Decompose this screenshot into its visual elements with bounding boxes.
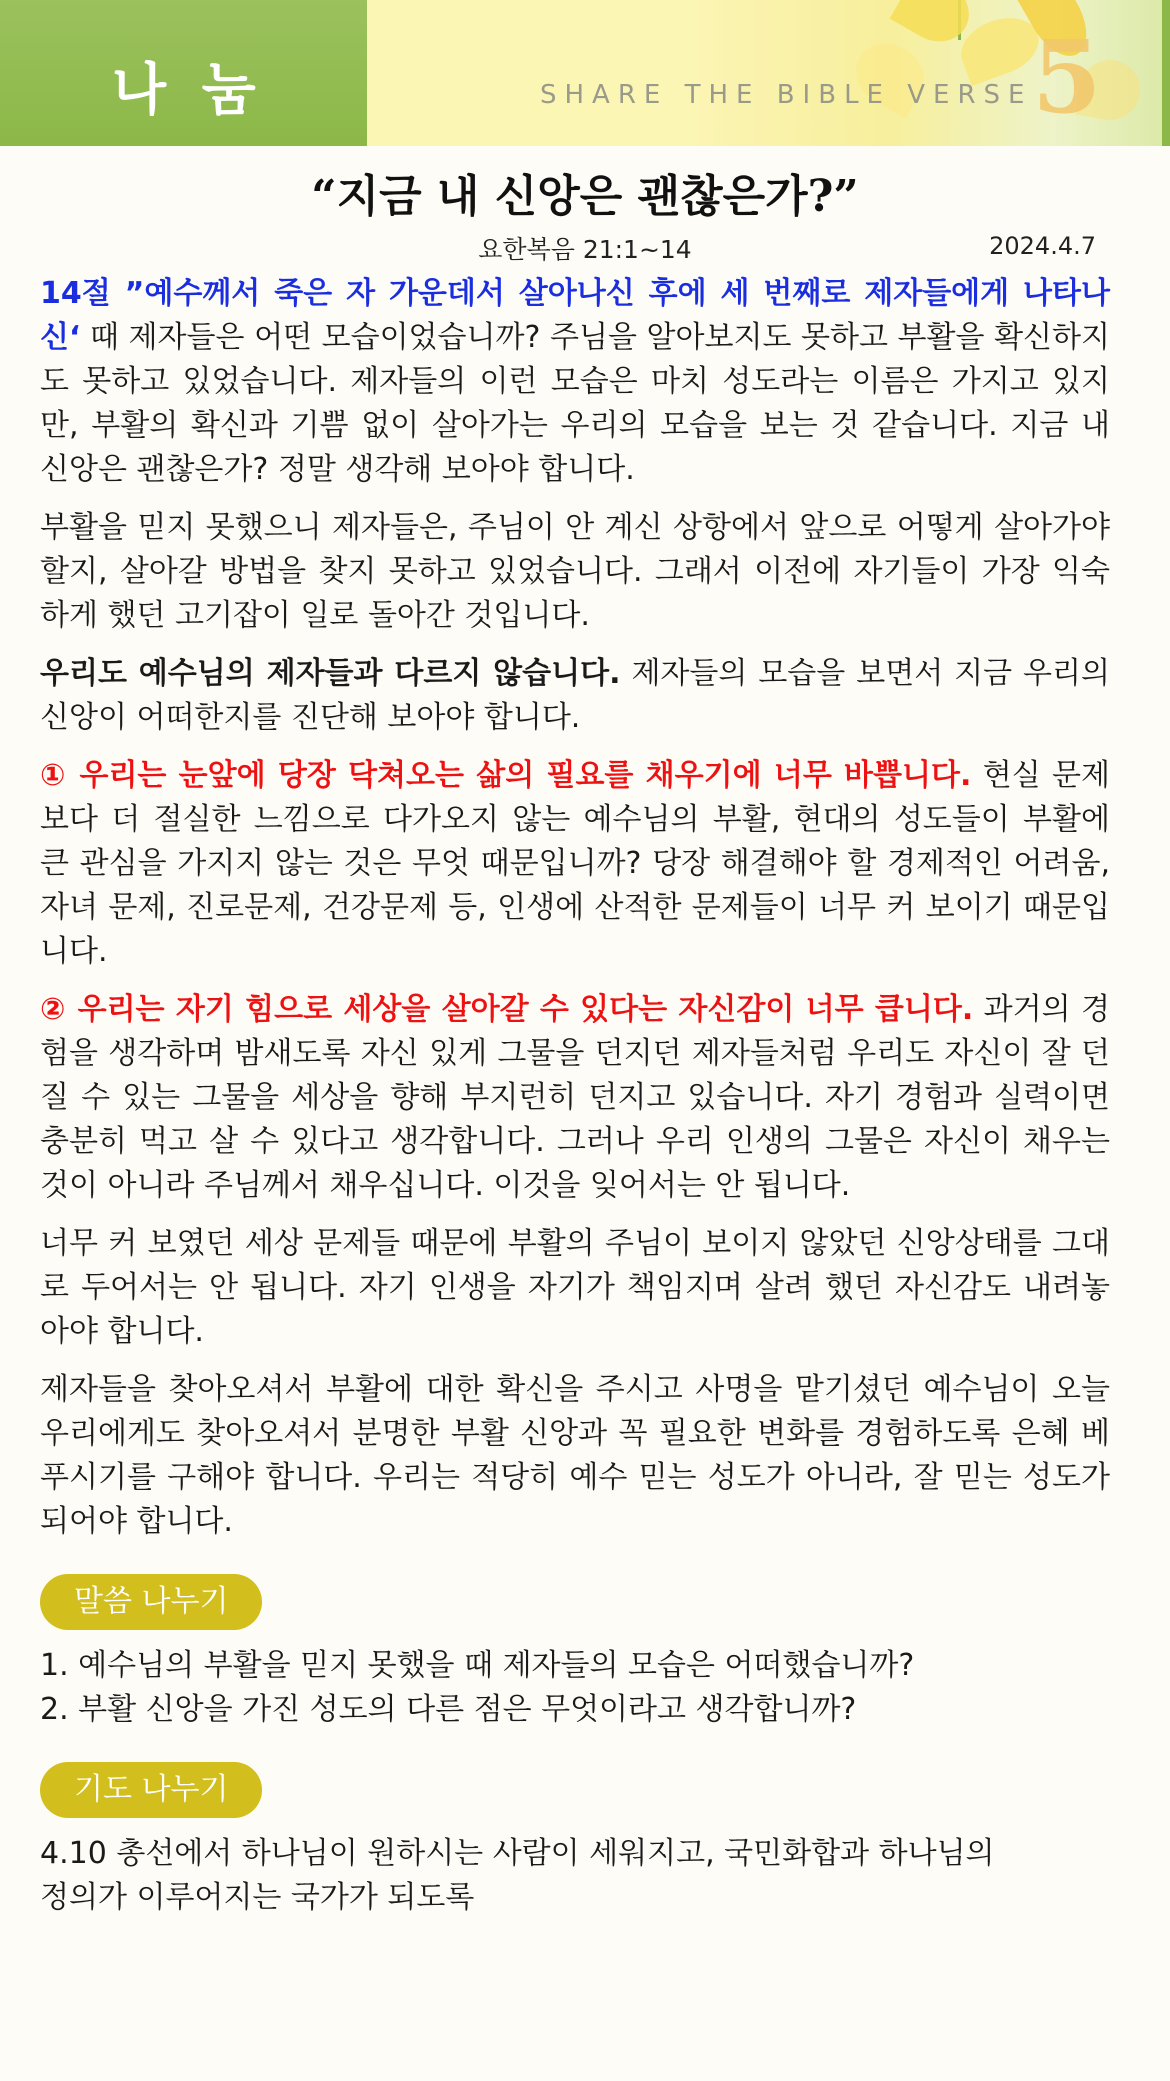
prayer-line: 4.10 총선에서 하나님이 원하시는 사람이 세워지고, 국민화합과 하나님의: [40, 1836, 995, 1871]
paragraph-4: [40, 754, 1110, 974]
banner-subtitle: SHARE THE BIBLE VERSE: [540, 80, 1033, 110]
paragraph-text: 때 제자들은 어떤 모습이었습니까? 주님을 알아보지도 못하고 부활을 확신하지도 못하고 있었습니다. 제자들의 이런 모습은 마치 성도라는 이름은 가지고 있지만, 부활의 확신과 기쁨 없이 살아가는 우리의 모습을 보는 것 같습니다. 지금 내 신앙은 괜찮은가? 정말 생각해 보아야 합니다.: [40, 320, 1110, 487]
paragraph-text: 과거의 경험을 생각하며 밤새도록 자신 있게 그물을 던지던 제자들처럼 우리도 자신이 잘 던질 수 있는 그물을 세상을 향해 부지런히 던지고 있습니다. 자기 경험과 실력이면 충분히 먹고 살 수 있다고 생각합니다. 그러나 우리 인생의 그물은 자신이 채우는 것이 아니라 주님께서 채우십니다. 이것을 잊어서는 안 됩니다.: [40, 992, 1110, 1203]
paragraph-5: [40, 988, 1110, 1208]
paragraph-6: 너무 커 보였던 세상 문제들 때문에 부활의 주님이 보이지 않았던 신앙상태를 그대로 두어서는 안 됩니다. 자기 인생을 자기가 책임지며 살려 했던 자신감도 내려놓아야 합니다.: [40, 1226, 1110, 1349]
sharing-question: 2. 부활 신앙을 가진 성도의 다른 점은 무엇이라고 생각합니까?: [40, 1692, 857, 1727]
sermon-body: [40, 272, 1110, 1920]
bold-statement: 우리도 예수님의 제자들과 다르지 않습니다.: [40, 656, 621, 691]
prayer-label-badge: 기도 나누기: [40, 1762, 262, 1818]
header-banner: [0, 0, 1170, 146]
section-label: 나 눔: [112, 58, 264, 123]
sharing-question-list: [40, 1644, 1110, 1732]
paragraph-1: [40, 272, 1110, 492]
issue-number: 5: [1032, 18, 1102, 136]
banner-edge-stripe: [1162, 0, 1170, 146]
page-title: “지금 내 신앙은 괜찮은가?”: [311, 171, 859, 222]
paragraph-3: [40, 652, 1110, 740]
point-heading-1: ① 우리는 눈앞에 당장 닥쳐오는 삶의 필요를 채우기에 너무 바쁩니다.: [40, 758, 972, 793]
prayer-section: [40, 1762, 1110, 1920]
paragraph-2: 부활을 믿지 못했으니 제자들은, 주님이 안 계신 상항에서 앞으로 어떻게 살아가야 할지, 살아갈 방법을 찾지 못하고 있었습니다. 그래서 이전에 자기들이 가장 익숙하게 했던 고기잡이 일로 돌아간 것입니다.: [40, 510, 1110, 633]
verse-highlight: 14절 ”예수께서 죽은 자 가운데서 살아나신 후에 세 번째로 제자들에게 나타나신‘: [40, 276, 1110, 355]
prayer-text: [40, 1832, 1110, 1920]
publish-date: 2024.4.7: [989, 232, 1096, 260]
scripture-reference: 요한복음 21:1~14: [478, 235, 692, 264]
paragraph-text: 제자들의 모습을 보면서 지금 우리의 신앙이 어떠한지를 진단해 보아야 합니다.: [40, 656, 1110, 735]
prayer-line: 정의가 이루어지는 국가가 되도록: [40, 1880, 475, 1915]
paragraph-7: 제자들을 찾아오셔서 부활에 대한 확신을 주시고 사명을 맡기셨던 예수님이 오늘 우리에게도 찾아오셔서 분명한 부활 신앙과 꼭 필요한 변화를 경험하도록 은혜 베푸시기를 구해야 합니다. 우리는 적당히 예수 믿는 성도가 아니라, 잘 믿는 성도가 되어야 합니다.: [40, 1372, 1110, 1539]
sharing-label-badge: 말씀 나누기: [40, 1574, 262, 1630]
sharing-section: [40, 1574, 1110, 1732]
paragraph-text: 현실 문제보다 더 절실한 느낌으로 다가오지 않는 예수님의 부활, 현대의 성도들이 부활에 큰 관심을 가지지 않는 것은 무엇 때문입니까? 당장 해결해야 할 경제적인 어려움, 자녀 문제, 진로문제, 건강문제 등, 인생에 산적한 문제들이 너무 커 보이기 때문입니다.: [40, 758, 1110, 969]
sharing-question: 1. 예수님의 부활을 믿지 못했을 때 제자들의 모습은 어떠했습니까?: [40, 1648, 915, 1683]
banner-yellow-panel: [367, 0, 700, 146]
point-heading-2: ② 우리는 자기 힘으로 세상을 살아갈 수 있다는 자신감이 너무 큽니다.: [40, 992, 974, 1027]
